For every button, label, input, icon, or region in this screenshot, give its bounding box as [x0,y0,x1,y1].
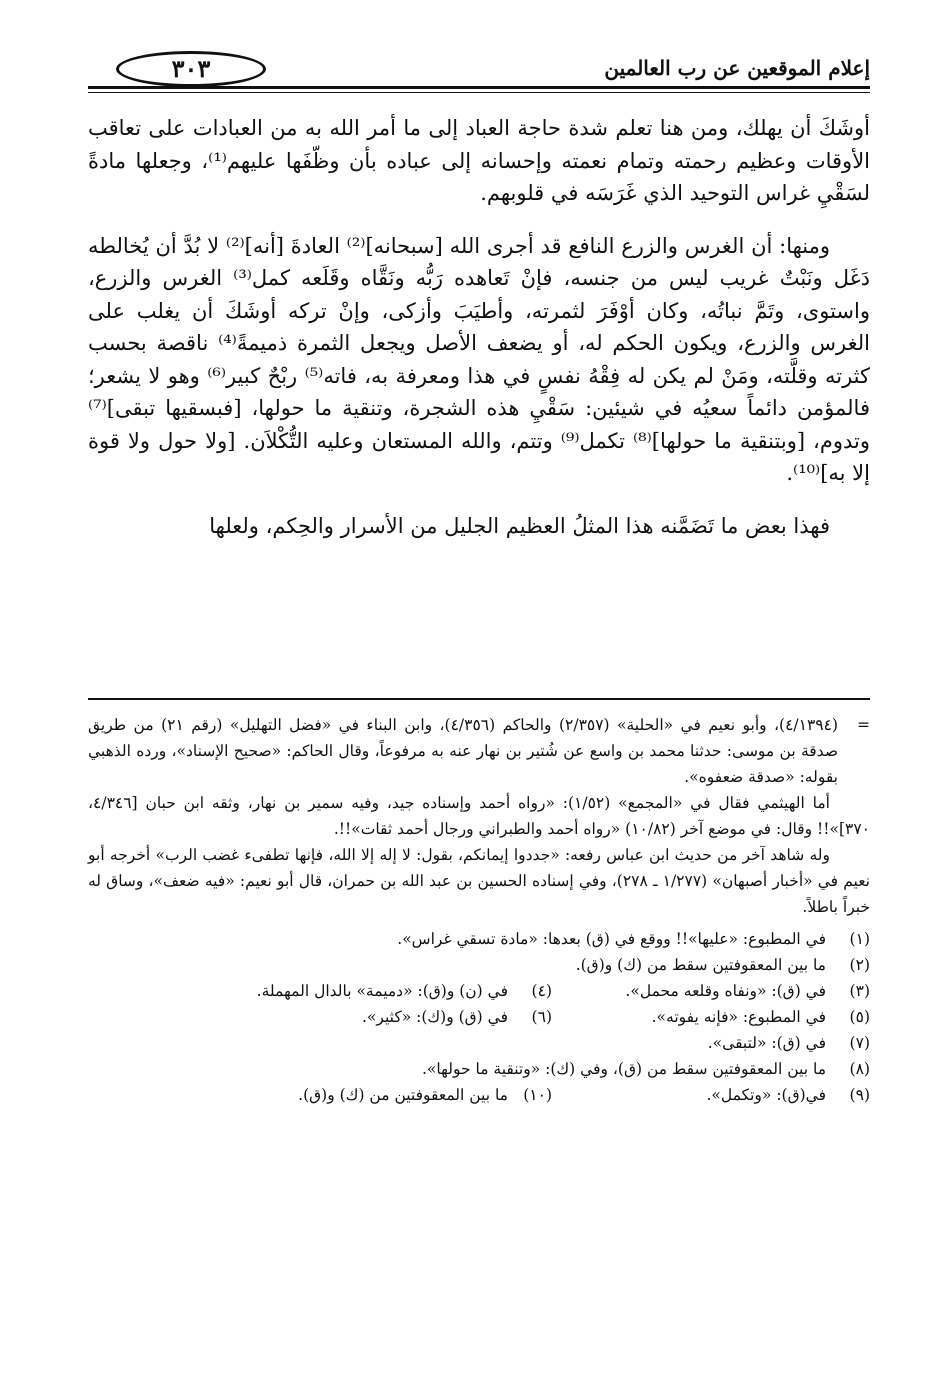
footnote-row [88,1082,870,1108]
footnote-list [88,926,870,1108]
body-paragraph: فهذا بعض ما تَضَمَّنه هذا المثلُ العظيم الجليل من الأسرار والحِكم، ولعلها [209,513,830,538]
footnote-text: ما بين المعقوفتين سقط من (ق)، وفي (ك): «وتنقية ما حولها». [421,1060,826,1078]
footnote [422,1056,870,1082]
header-rule-thin [88,92,870,93]
footnote-text: في (ق) و(ك): «كثير». [362,1008,508,1026]
page-header [88,46,870,102]
footnote-row [88,1030,870,1056]
footnote [576,952,870,978]
footnote-number: (٣) [849,982,870,1000]
footnote-row [88,978,870,1004]
footnote-continuation [88,712,870,790]
footnote-text: (٤/١٣٩٤)، وأبو نعيم في «الحلية» (٢/٣٥٧) والحاكم (٤/٣٥٦)، وابن البناء في «فضل التهليل» (رقم ٢١) من طريق صدقة بن موسى: حدثنا محمد بن واسع عن شُتير بن نهار عنه به مرفوعاً، وقال الحاكم: «صحيح الإسناد»، ورده الذهبي بقوله: «صدقة ضعفوه». [88,716,839,786]
footnote [552,1004,870,1030]
footnote-number: (١) [849,930,870,948]
footnote-row [88,926,870,952]
footnote-text: في (ن) و(ق): «دميمة» بالدال المهملة. [256,982,508,1000]
footnote-text: ما بين المعقوفتين من (ك) و(ق). [298,1086,508,1104]
footnote-number: (٧) [849,1034,870,1052]
page-number-badge [116,51,266,87]
footnotes [88,712,870,1108]
footnote-number: (٩) [849,1086,870,1104]
main-text [88,112,870,542]
footnote [552,978,870,1004]
continuation-mark: = [857,716,870,734]
footnote-number: (٨) [849,1060,870,1078]
footnote-row [88,952,870,978]
footnote [298,1082,552,1108]
footnote-row [88,1056,870,1082]
page-number: ٣٠٣ [171,54,211,83]
footnote-separator [88,698,870,700]
footnote-text: في المطبوع: «فإنه يفوته». [651,1008,826,1026]
running-title: إعلام الموقعين عن رب العالمين [604,56,870,80]
footnote-number: (٢) [849,956,870,974]
footnote-row [88,1004,870,1030]
body-paragraph: ومنها: أن الغرس والزرع النافع قد أجرى الله [سبحانه]⁽²⁾ العادةَ [أنه]⁽²⁾ لا بُدَّ أن يُخالطه دَغَل ونَبْتٌ غريب ليس من جنسه، فإنْ تَعاهده رَبُّه ونَقَّاه وقَلَعه كمل⁽³⁾ الغرس والزرع، واستوى، وتَمَّ نباتُه، وكان أوْفَرَ لثمرته، وأطيَبَ وأزكى، وإنْ تركه أوشَكَ أن يغلب على الغرس والزرع، ويكون الحكم له، أو يضعف الأصل ويجعل الثمرة ذميمةً⁽⁴⁾ ناقصة بحسب كثرته وقلَّته، ومَنْ لم يكن له فِقْهُ نفسٍ في هذا ومعرفة به، فاته⁽⁵⁾ ربْحٌ كبير⁽⁶⁾ وهو لا يشعر؛ فالمؤمن دائماً سعيُه في شيئين: سَقْيِ هذه الشجرة، وتنقية ما حولها، [فبسقيها تبقى]⁽⁷⁾ وتدوم، [وبتنقية ما حولها]⁽⁸⁾ تكمل⁽⁹⁾ وتتم، والله المستعان وعليه التُّكْلاَن. [ولا حول ولا قوة إلا به]⁽¹⁰⁾. [88,233,871,485]
footnote [257,978,552,1004]
footnote-number: (١٠) [523,1086,552,1104]
body-paragraph: أوشَكَ أن يهلك، ومن هنا تعلم شدة حاجة العباد إلى ما أمر الله به من العبادات على تعاقب الأوقات وعظيم رحمته وتمام نعمته وإحسانه إلى عباده بأن وظّفَها عليهم⁽¹⁾، وجعلها مادةً لسَقْيِ غراس التوحيد الذي غَرَسَه في قلوبهم. [88,116,871,205]
footnote-text: في المطبوع: «عليها»!! ووقع في (ق) بعدها: «مادة تسقي غراس». [397,930,826,948]
footnote-paragraph: وله شاهد آخر من حديث ابن عباس رفعه: «جددوا إيمانكم، بقول: لا إله إلا الله، فإنها تطفىء غضب الرب» أخرجه أبو نعيم في «أخبار أصبهان» (١/٢٧٧ ـ ٢٧٨)، وفي إسناده الحسين بن عبد الله بن حمران، قال أبو نعيم: «فيه ضعف»، وساق له خبراً باطلاً. [88,846,870,916]
footnote-text: في (ق): «لتبقى». [707,1034,826,1052]
footnote [708,1030,870,1056]
footnote [552,1082,870,1108]
footnote-number: (٤) [531,982,552,1000]
footnote-text: في(ق): «وتكمل». [706,1086,826,1104]
footnote-text: ما بين المعقوفتين سقط من (ك) و(ق). [575,956,826,974]
footnote [362,1004,552,1030]
footnote [397,926,870,952]
footnote-text: في (ق): «ونفاه وقلعه محمل». [625,982,826,1000]
footnote-number: (٦) [531,1008,552,1026]
footnote-paragraph: أما الهيثمي فقال في «المجمع» (١/٥٢): «رواه أحمد وإسناده جيد، وفيه سمير بن نهار، وثقه ابن حبان [٤/٣٤٦، ٣٧٠]»!! وقال: في موضع آخر (١٠/٨٢) «رواه أحمد والطبراني ورجال أحمد ثقات»!!. [88,794,870,838]
footnote-number: (٥) [849,1008,870,1026]
